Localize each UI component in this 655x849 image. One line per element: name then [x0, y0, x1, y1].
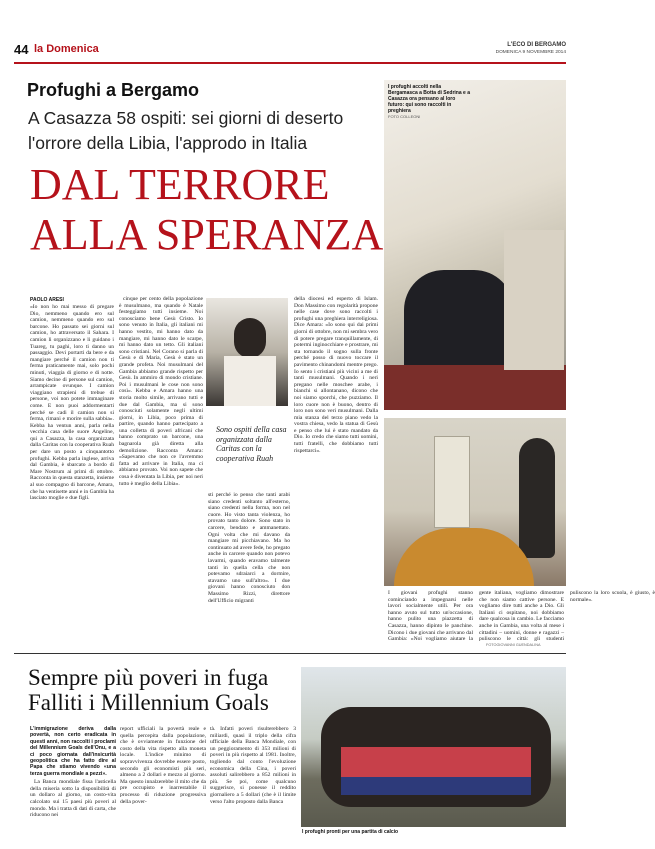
- subhead-line-2: l'orrore della Libia, l'approdo in Italia: [28, 133, 308, 153]
- article2-column-3: [210, 726, 296, 836]
- body-text: cinque per cento della popolazione è musulmano, ma quando è Natale festeggiamo tutti insieme. Noi conosciamo bene Gesù Cristo. Io sono venuto in Italia, gli italiani mi hanno vestito, mi hanno dato da mangiare, mi hanno dato le scarpe, mi hanno dato un tetto. Gli italiani sono cristiani. Nel Corano si parla di Gesù e di Maria, Gesù è stato un grande profeta. Noi musulmani del Gambia abbiamo grande rispetto per Gesù. In ammiro di mondo cristiane. Poi i musulmani le cose non sono così». Kebba e Amara hanno una storia molto simile, arrivano tutti e due dal Gambia, ma si sono conosciuti solamente negli ultimi giorni, in Libia, poco prima di partire, quando hanno partecipato a una colletta di poveri africani che hanno comprato un barcone, una bagnarola già diretta alla demolizione. Racconta Amara: «Sapevamo che non ce l'avremmo fatta ad arrivare in Italia, ma ci abbiamo provato. Voi non sapete che cosa è diventata la Libia, per noi neri tutto è meglio della Libia».: [119, 296, 203, 487]
- pull-quote: Sono ospiti della casa organizzata dalla Caritas con la cooperativa Ruah: [216, 425, 287, 463]
- issue-date: DOMENICA 9 NOVEMBRE 2014: [495, 50, 566, 55]
- body-text: della diocesi ed esperto di Islam. Don Massimo con regolarità propone nelle case dove sono raccolti i profughi una preghiera interreligiosa. Dice Amara: «Io sono qui dai primi giorni di ottobre, non mi sembra vero di potere pregare tranquillamente, di potermi inginocchiare e prostrare, mi sta tornando il sogno sulla fronte perché posso di nuovo toccare il pavimento chinandomi mentre prego. Io sento i cristiani più vicini a me di tanti musulmani. Quando i neri pregano nelle moschee arabe, i bianchi si allontanano, dicono che noi siamo sporchi, che puzziamo. Il loro cuore non è buono, dentro di loro non sono veri musulmani. Dalla mia stanza del terzo piano vedo la vostra chiesa, vedo la statua di Gesù e penso che lui è stato mandato da Dio. Io credo che siamo tutti uomini, tutti fratelli, che dobbiamo tutti rispettarci».: [294, 296, 378, 454]
- body-text: La Banca mondiale fissa l'asticella della miseria sotto la disponibilità di un dollaro al giorno, un costo-vita calcolato sui 15 paesi più poveri al mondo. Ma i tratta di dati di carta, che riducono nei: [30, 779, 116, 819]
- article2-headline-1: Sempre più poveri in fuga: [28, 665, 269, 690]
- team-shorts: [341, 777, 531, 795]
- body-column-3b: [208, 492, 290, 644]
- body-text: report ufficiali la povertà reale e quella percepita dalla popolazione, che è ovviamente in funzione del costo della vita rispetto alla moneta locale. L'indice minimo di sopravvivenza dovrebbe essere posto, secondo gli economisti più seri, almeno a 2 dollari e mezzo al giorno. Ma questo innalzerebbe il mito che da pre occupisto e inarrestabile il processo di riduzione progressiva della pover-: [120, 726, 206, 805]
- article2-column-1: [30, 726, 116, 836]
- kebba-photo: [206, 298, 288, 406]
- soup-pot: [394, 528, 534, 586]
- kitchen-photo: [384, 418, 566, 586]
- photo-credit: FOTO COLLEONI: [388, 114, 421, 119]
- body-column-3: [294, 296, 378, 644]
- prayer-mat: [384, 365, 566, 410]
- body-text: sti perché io penso che tanti arabi siano credenti soltanto all'esterno, siano credenti nella forma, non nel cuore. Ho visto tanta violenza, ho provato tanto dolore. Sono stato in carcere, bendato e ammanettato. Ogni volta che mi davano da mangiare mi picchiavano. Ma ho continuato ad avere fede, ho pregato anche in carcere quando non potevo lavarmi, quando eravamo talmente tanti in quella cella che non potevamo sdraiarci a dormire, stavamo uno sull'altro». I due giovani hanno conosciuto don Massimo Rizzi, direttore dell'Ufficio migranti: [208, 492, 290, 604]
- body-column-1: [30, 304, 114, 644]
- subhead-line-1: A Casazza 58 ospiti: sei giorni di deserto: [28, 108, 344, 128]
- body-column-4: [388, 590, 655, 646]
- photo-caption-box: [388, 84, 470, 119]
- prayer-photo: [384, 80, 566, 410]
- intro-text: L'immigrazione deriva dalla povertà, non certo eradicata in questi anni, non raccolti i proclami del Millennium Goals dell'Onu, e a ci poco giornata dall'insicurità geopolitica che ha fatto dire al Papa che stiamo vivendo «una terza guerra mondiale a pezzi».: [30, 726, 116, 777]
- prayer-figure-2: [504, 230, 564, 370]
- prayer-figure: [404, 270, 514, 380]
- article2-column-2: [120, 726, 206, 836]
- paper-name: L'ECO DI BERGAMO: [507, 42, 566, 48]
- article2-headline-2: Falliti i Millennium Goals: [28, 690, 269, 715]
- body-text: «Io non ho mai messo di pregare Dio, nemmeno quando ero sul camion, nemmeno quando ero sul barcone. Ho passato sei giorni sul camion, ho attraversato il Sahara. I camion li organizzano e li guidano i Tuareg, tu paghi, loro ti danno un passaggio. Devi portarti da bere e da mangiare perché il camion non ti ferma praticamente mai, solo pochi minuti, viaggia di giorno e di notte. Siamo decine di persone sul camion, arrampicate ovunque. I camion viaggiano strapieni di trebue di persone, voi non potete immaginare come. E non puoi addormentarti perché se cadi il camion non si ferma, rimani e morire sulla sabbia». Kebba ha ventun anni, parla nella vecchia casa delle suore Angeline, qui a Casazza, la casa organizzata dalla Caritas con la cooperativa Ruah per dare un posto a cinquantotto profughi. Kebba parla inglese, arriva dal Gambia, è sbarcato a bordo di Mare Nostrum ai primi di ottobre. Racconta in questa stanzetta, insieme al suo compagno di barcone, Amara, che ha ventisette anni e in Gambia ha lasciato moglie e due figli.: [30, 304, 114, 502]
- figure: [234, 318, 266, 358]
- cook-figure: [519, 438, 555, 558]
- section-name: la Domenica: [34, 43, 99, 55]
- football-photo: [301, 667, 566, 827]
- figure-body: [224, 356, 276, 406]
- team-jerseys: [341, 747, 531, 777]
- masthead-rule: [14, 62, 566, 64]
- body-text: I giovani profughi stanno cominciando a impegnarsi nelle lavori socialmente utili. Per ora hanno avuto sul tutto un'occasione, hanno pulito una piazzetta di Casazza, hanno dipinto le panchine. Dicono i due giovani che arrivano dal Gambia: «Noi vogliamo aiutare la gente italiana, vogliamo dimostrare che non siamo cattive persone. E vogliamo dire tutti anche a Dio. Gli Italiani ci ospitano, noi dobbiamo dare qualcosa in cambio. Le facciamo anche in Gambia, una volta al mese i cittadini – uomini, donne e ragazzi – puliscono le città: gli studenti puliscono la loro scuola, è giusto, è normale».: [388, 590, 655, 643]
- body-text: tà. Infatti poveri risulterebbero 3 miliardi, quasi il triplo della cifra ufficiale della Banca Mondiale, con un peggioramento di 353 milioni di poveri in più rispetto al 1981. Inoltre, togliendo dal conto l'evoluzione economica della Cina, i poveri assoluti salirebbero a 852 milioni in più. Se poi, come qualcuno suggerisce, si ponesse il reddito giornaliero a 5 dollari (che è il limite verso l'alto proposto dalla Banca: [210, 726, 296, 805]
- section-divider: [14, 653, 566, 654]
- masthead: [14, 40, 566, 62]
- headline-line-1: DAL TERRORE: [30, 160, 330, 209]
- football-photo-caption: I profughi pronti per una partita di calcio: [302, 829, 399, 835]
- door: [434, 436, 470, 528]
- body-column-2: [119, 296, 203, 644]
- headline-line-2: ALLA SPERANZA: [30, 210, 384, 259]
- kicker: Profughi a Bergamo: [27, 80, 200, 100]
- byline: PAOLO ARESI: [30, 297, 64, 303]
- photo-caption: I profughi accolti nella Bergamasca a Botta di Sedrina e a Casazza ora pensano al loro futuro: qui sono raccolti in preghiera: [388, 84, 470, 114]
- photo-2-credit: FOTOGIOVANNI GUENDALINA: [486, 643, 541, 647]
- page-number: 44: [14, 42, 29, 57]
